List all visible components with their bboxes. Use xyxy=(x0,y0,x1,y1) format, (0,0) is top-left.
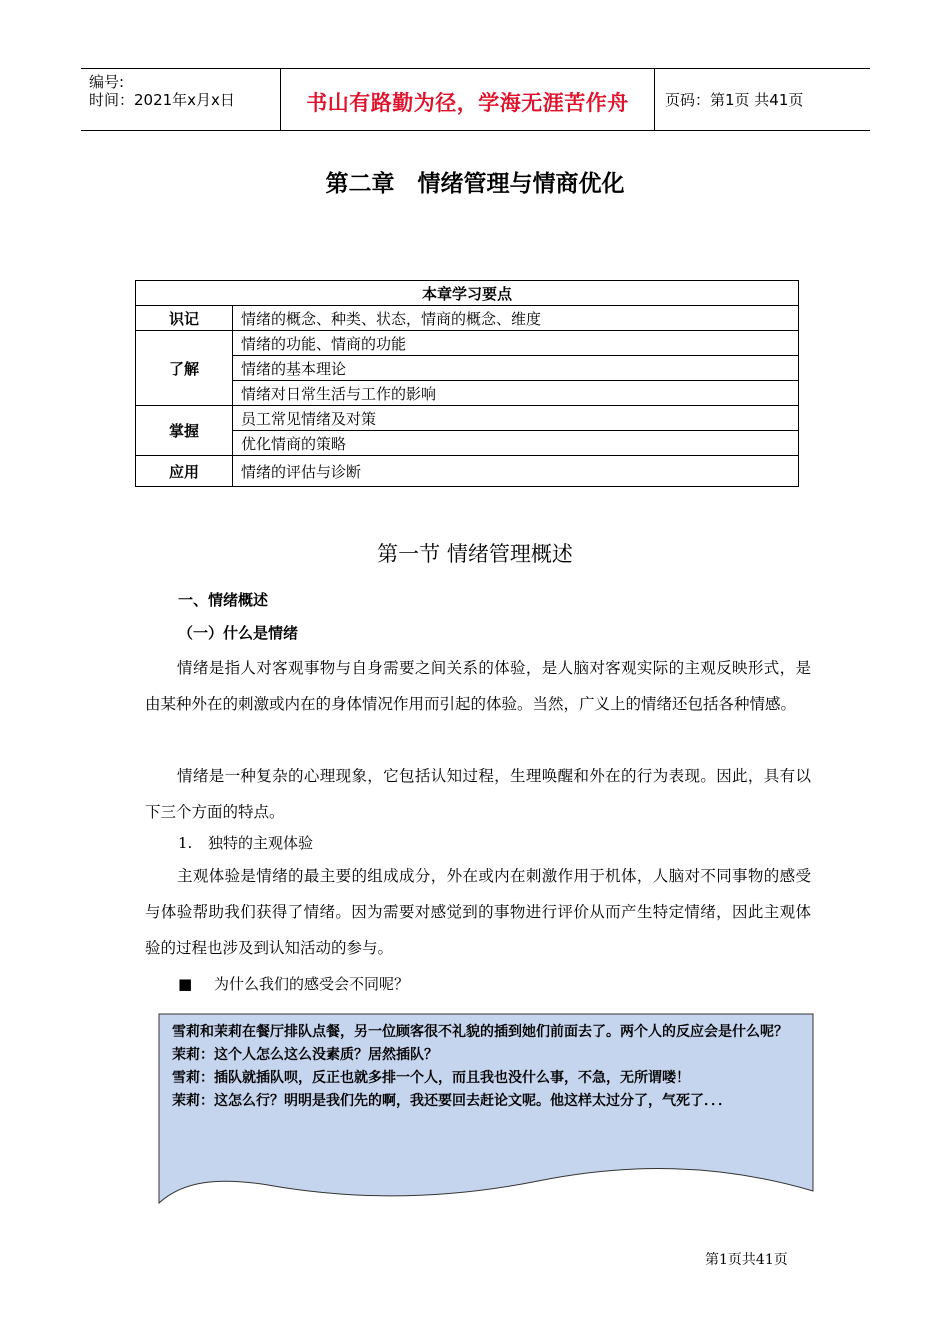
header-meta xyxy=(81,69,281,130)
table-cell: 情绪的评估与诊断 xyxy=(233,456,799,487)
chapter-title: 第二章 情绪管理与情商优化 xyxy=(325,171,625,197)
paragraph-characteristics: 情绪是一种复杂的心理现象，它包括认知过程，生理唤醒和外在的行为表现。因此，具有以下三个方面的特点。 xyxy=(145,767,811,821)
key-points-header-row xyxy=(136,281,799,306)
heading-level-1: 一、情绪概述 xyxy=(178,591,269,609)
dialogue-line: 雪莉：插队就插队呗，反正也就多排一个人，而且我也没什么事，不急，无所谓喽！ xyxy=(172,1070,690,1086)
category-apply: 应用 xyxy=(136,456,233,487)
table-cell: 情绪对日常生活与工作的影响 xyxy=(233,381,799,406)
table-row xyxy=(136,306,799,331)
table-row xyxy=(136,431,799,456)
table-cell: 员工常见情绪及对策 xyxy=(233,406,799,431)
table-cell: 优化情商的策略 xyxy=(233,431,799,456)
square-bullet-icon: ■ xyxy=(178,975,193,993)
table-row xyxy=(136,381,799,406)
table-row xyxy=(136,456,799,487)
paragraph-subjective-experience: 主观体验是情绪的最主要的组成成分，外在或内在刺激作用于机体，人脑对不同事物的感受与体验帮助我们获得了情绪。因为需要对感觉到的事物进行评价从而产生特定情绪，因此主观体验的过程也涉及到认知活动的参与。 xyxy=(145,867,811,957)
category-master: 掌握 xyxy=(136,406,233,456)
page-header xyxy=(81,68,870,131)
table-cell: 情绪的功能、情商的功能 xyxy=(233,331,799,356)
category-understand: 了解 xyxy=(136,331,233,406)
time-label: 时间：2021年x月x日 xyxy=(89,91,235,109)
dialogue-text xyxy=(172,1021,802,1113)
header-motto-cell xyxy=(281,69,655,130)
motto: 书山有路勤为径，学海无涯苦作舟 xyxy=(306,91,629,115)
dialogue-line: 茉莉：这个人怎么这么没素质？居然插队？ xyxy=(172,1047,438,1063)
key-points-table xyxy=(135,280,799,487)
heading-level-2: （一）什么是情绪 xyxy=(178,624,299,642)
list-item xyxy=(178,832,313,853)
key-points-heading: 本章学习要点 xyxy=(136,281,799,306)
list-number: 1. xyxy=(178,834,193,852)
number-label: 编号: xyxy=(89,73,125,91)
table-row xyxy=(136,406,799,431)
table-cell: 情绪的基本理论 xyxy=(233,356,799,381)
list-item-text: 独特的主观体验 xyxy=(208,834,314,852)
dialogue-line: 雪莉和茉莉在餐厅排队点餐，另一位顾客很不礼貌的插到她们前面去了。两个人的反应会是什么呢？ xyxy=(172,1024,788,1040)
table-row xyxy=(136,331,799,356)
section-title: 第一节 情绪管理概述 xyxy=(377,542,573,566)
dialogue-line: 茉莉：这怎么行？明明是我们先的啊，我还要回去赶论文呢。他这样太过分了，气死了．．． xyxy=(172,1093,732,1109)
bullet-question xyxy=(178,973,409,994)
page-footer: 第1页共41页 xyxy=(705,1252,788,1268)
category-memorize: 识记 xyxy=(136,306,233,331)
table-row xyxy=(136,356,799,381)
bullet-text: 为什么我们的感受会不同呢？ xyxy=(214,975,410,993)
table-cell: 情绪的概念、种类、状态，情商的概念、维度 xyxy=(233,306,799,331)
header-page-cell xyxy=(655,69,870,130)
dialogue-box xyxy=(158,1013,814,1209)
paragraph-definition: 情绪是指人对客观事物与自身需要之间关系的体验，是人脑对客观实际的主观反映形式，是由某种外在的刺激或内在的身体情况作用而引起的体验。当然，广义上的情绪还包括各种情感。 xyxy=(145,659,811,713)
page-code: 页码：第1页 共41页 xyxy=(665,91,804,109)
